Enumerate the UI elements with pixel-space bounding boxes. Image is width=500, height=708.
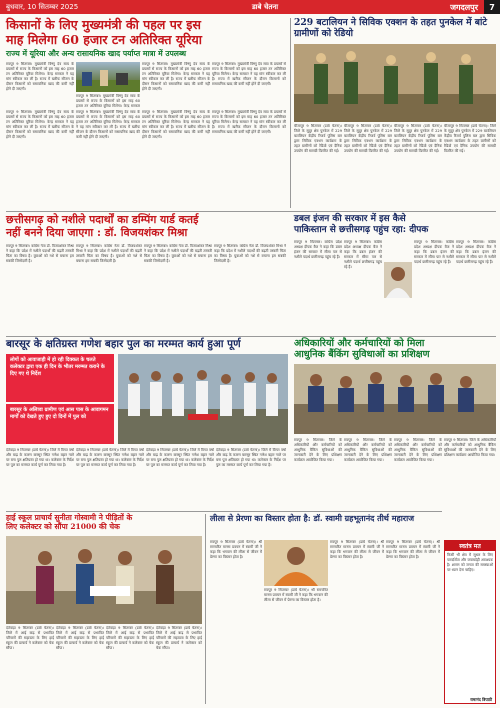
double-engine-body-col1: रायपुर 9 सितम्बर। कांग्रेस प्रदेश अध्यक्ष दीपक बैज ने कहा कि डबल इंजन की सरकार में सीमा पार से नशीले पदार्थ छत्तीसगढ़ पहुंच रहे हैं। — [294, 240, 342, 259]
dumping-body-col3: रायपुर 9 सितम्बर। कांग्रेस नेता डॉ. विजयशंकर मिश्रा ने कहा कि प्रदेश में नशीले पदार्थों की बढ़ती तस्करी चिंता का विषय है। युवाओं को नशे से बचाना हम सबकी जिम्मेदारी है। — [144, 244, 212, 263]
dumping-body-col2: रायपुर 9 सितम्बर। कांग्रेस नेता डॉ. विजयशंकर मिश्रा ने कहा कि प्रदेश में नशीले पदार्थों की बढ़ती तस्करी चिंता का विषय है। युवाओं को नशे से बचाना हम सबकी जिम्मेदारी है। — [76, 244, 142, 263]
double-engine-body-col3: रायपुर 9 सितम्बर। कांग्रेस प्रदेश अध्यक्ष दीपक बैज ने कहा कि डबल इंजन की सरकार में सीमा पार से नशीले पदार्थ छत्तीसगढ़ पहुंच रहे हैं। — [414, 240, 454, 264]
dumping-body-col1: रायपुर 9 सितम्बर। कांग्रेस नेता डॉ. विजयशंकर मिश्रा ने कहा कि प्रदेश में नशीले पदार्थों की बढ़ती तस्करी चिंता का विषय है। युवाओं को नशे से बचाना हम सबकी जिम्मेदारी है। — [6, 244, 74, 263]
swami-photo — [264, 540, 328, 586]
horizontal-divider-2 — [6, 336, 496, 337]
kisan-field-photo — [76, 62, 140, 92]
leela-body-col1: रायपुर 9 सितम्बर (डाबे चेतना)। श्री रामचरित मानस प्रवचन में स्वामी जी ने कहा कि भगवान की लीला से जीवन में प्रेरणा का विस्तार होता है। — [210, 540, 262, 559]
officers-headline-line1: अधिकारियों और कर्मचारियों को मिला — [294, 338, 425, 349]
teacher-body-col2: दंतेवाड़ा 9 सितम्बर (डाबे चेतना)। जिले में आई बाढ़ से प्रभावित परिवारों की सहायता के लिए हाई स्कूल की प्राचार्य ने कलेक्टर को चेक सौंपा। — [56, 626, 104, 650]
officers-training-photo — [294, 364, 496, 434]
teacher-headline — [6, 514, 202, 532]
batalion-headline: 229 बटालियन ने सिविक एक्शन के तहत पुनकेल में बांटे ग्रामीणों को रेडियो — [294, 17, 488, 39]
bridge-quote-1: लोगों को आवाजाही में हो रही दिक्कत के चलते कलेक्टर द्वारा एक ही दिन के भीतर मरम्मत कराने के दिए गए थे निर्देश — [6, 354, 114, 402]
page-number: 7 — [484, 0, 500, 14]
kisan-body-col1: रायपुर 9 सितम्बर। मुख्यमंत्री विष्णु देव साय के प्रयासों से राज्य के किसानों को इस माह 60 हजार टन अतिरिक्त यूरिया मिलेगा। केन्द्र सरकार ने यह मांग स्वीकार कर ली है। राज्य में खरीफ सीजन के दौरान किसानों को रासायनिक खाद की कमी नहीं होने दी जाएगी। — [6, 62, 74, 91]
kisan-headline — [6, 18, 288, 48]
dumping-body-col4: रायपुर 9 सितम्बर। कांग्रेस नेता डॉ. विजयशंकर मिश्रा ने कहा कि प्रदेश में नशीले पदार्थों की बढ़ती तस्करी चिंता का विषय है। युवाओं को नशे से बचाना हम सबकी जिम्मेदारी है। — [214, 244, 286, 263]
teacher-cheque-photo — [6, 536, 202, 624]
column-divider-2 — [205, 514, 206, 704]
bridge-body-col4: दंतेवाड़ा 9 सितम्बर (डाबे चेतना)। जिले में विगत वर्षा और बाढ़ के कारण बारसूर स्थित गणेश बहार नाले पर बना पुल क्षतिग्रस्त हो गया था। कलेक्टर के निर्देश पर पुल का मरम्मत कार्य पूर्ण कर लिया गया है। — [216, 448, 286, 467]
double-engine-headline-line2: पाकिस्तान से छत्तीसगढ़ पहुंच रहा: दीपक — [294, 224, 429, 235]
bridge-headline: बारसूर के क्षतिग्रस्त गणेश बहार पुल का मरम्मत कार्य हुआ पूर्ण — [6, 338, 241, 350]
batalion-photo — [294, 44, 496, 122]
horizontal-divider-3 — [6, 511, 442, 512]
masthead-bar — [0, 0, 500, 14]
dumping-headline-line1: छत्तीसगढ़ को नशीले पदार्थों का डम्पिंग यार्ड कतई — [6, 213, 199, 226]
kisan-headline-line2: माह मिलेगा 60 हजार टन अतिरिक्त यूरिया — [6, 31, 202, 47]
date-line: बुधवार, 10 सितम्बर 2025 — [6, 2, 79, 11]
dumping-headline-line2: नहीं बनने दिया जाएगा : डॉ. विजयशंकर मिश्रा — [6, 225, 188, 239]
sidebar-title: स्वतंत्र मत — [445, 541, 495, 551]
bridge-body-col2: दंतेवाड़ा 9 सितम्बर (डाबे चेतना)। जिले में विगत वर्षा और बाढ़ के कारण बारसूर स्थित गणेश बहार नाले पर बना पुल क्षतिग्रस्त हो गया था। कलेक्टर के निर्देश पर पुल का मरम्मत कार्य पूर्ण कर लिया गया है। — [76, 448, 144, 467]
leela-body-col4: रायपुर 9 सितम्बर (डाबे चेतना)। श्री रामचरित मानस प्रवचन में स्वामी जी ने कहा कि भगवान की लीला से जीवन में प्रेरणा का विस्तार होता है। — [386, 540, 440, 559]
bridge-quote-2: बारसूर के अलिावा ग्रामीण एवं आस पास के आवागमन मार्गों को देखते हुए हुए दो दिनों में पुल को — [6, 404, 114, 444]
officers-body-col3: रायपुर 9 सितम्बर। जिले के अधिकारियों और कर्मचारियों को आधुनिक बैंकिंग सुविधाओं की जानकारी देने के लिए प्रशिक्षण कार्यक्रम आयोजित किया गया। — [394, 438, 442, 462]
kisan-body-col3: रायपुर 9 सितम्बर। मुख्यमंत्री विष्णु देव साय के प्रयासों से राज्य के किसानों को इस माह 60 हजार टन अतिरिक्त यूरिया मिलेगा। केन्द्र सरकार ने यह मांग स्वीकार कर ली है। राज्य में खरीफ सीजन के दौरान किसानों को रासायनिक खाद की कमी नहीं होने दी जाएगी। — [142, 62, 210, 91]
batalion-body-col4: बीजापुर 9 सितम्बर (डाबे चेतना)। जिले के सुदूर क्षेत्र पुनकेल में 229 बटालियन केंद्रीय रिजर्व पुलिस बल द्वारा सिविक एक्शन कार्यक्रम के तहत ग्रामीणों को रेडियो एवं दैनिक उपयोग की सामग्री वितरित की गई। — [444, 124, 496, 153]
officers-headline-line2: आधुनिक बैंकिंग सुविधाओं का प्रशिक्षण — [294, 349, 430, 361]
double-engine-headline-line1: डबल इंजन की सरकार में इस कैसे — [294, 214, 406, 224]
leela-body-col2: रायपुर 9 सितम्बर (डाबे चेतना)। श्री रामचरित मानस प्रवचन में स्वामी जी ने कहा कि भगवान की लीला से जीवन में प्रेरणा का विस्तार होता है। — [264, 588, 328, 602]
teacher-body-col4: दंतेवाड़ा 9 सितम्बर (डाबे चेतना)। जिले में आई बाढ़ से प्रभावित परिवारों की सहायता के लिए हाई स्कूल की प्राचार्य ने कलेक्टर को चेक सौंपा। — [156, 626, 202, 650]
city-name: जगदलपुर — [450, 2, 478, 12]
bridge-body-col1: दंतेवाड़ा 9 सितम्बर (डाबे चेतना)। जिले में विगत वर्षा और बाढ़ के कारण बारसूर स्थित गणेश बहार नाले पर बना पुल क्षतिग्रस्त हो गया था। कलेक्टर के निर्देश पर पुल का मरम्मत कार्य पूर्ण कर लिया गया है। — [6, 448, 74, 467]
kisan-cont-col2: रायपुर 9 सितम्बर। मुख्यमंत्री विष्णु देव साय के प्रयासों से राज्य के किसानों को इस माह 60 हजार टन अतिरिक्त यूरिया मिलेगा। केन्द्र सरकार ने यह मांग स्वीकार कर ली है। राज्य में खरीफ सीजन के दौरान किसानों को रासायनिक खाद की कमी नहीं होने दी जाएगी। — [76, 110, 140, 139]
kisan-cont-col3: रायपुर 9 सितम्बर। मुख्यमंत्री विष्णु देव साय के प्रयासों से राज्य के किसानों को इस माह 60 हजार टन अतिरिक्त यूरिया मिलेगा। केन्द्र सरकार ने यह मांग स्वीकार कर ली है। राज्य में खरीफ सीजन के दौरान किसानों को रासायनिक खाद की कमी नहीं होने दी जाएगी। — [142, 110, 210, 139]
kisan-cont-col4: रायपुर 9 सितम्बर। मुख्यमंत्री विष्णु देव साय के प्रयासों से राज्य के किसानों को इस माह 60 हजार टन अतिरिक्त यूरिया मिलेगा। केन्द्र सरकार ने यह मांग स्वीकार कर ली है। राज्य में खरीफ सीजन के दौरान किसानों को रासायनिक खाद की कमी नहीं होने दी जाएगी। — [212, 110, 286, 134]
teacher-headline-line1: हाई स्कूल प्राचार्य सुनीता गोस्वामी ने पीड़ितों के — [6, 513, 133, 522]
dumping-headline — [6, 214, 288, 239]
kisan-body-col2: रायपुर 9 सितम्बर। मुख्यमंत्री विष्णु देव साय के प्रयासों से राज्य के किसानों को इस माह 60 हजार टन अतिरिक्त यूरिया मिलेगा। केन्द्र सरकार — [76, 94, 140, 108]
kisan-subhead: राज्य में यूरिया और अन्य रासायनिक खाद पर्याप्त मात्रा में उपलब्ध — [6, 49, 187, 58]
officers-body-col2: रायपुर 9 सितम्बर। जिले के अधिकारियों और कर्मचारियों को आधुनिक बैंकिंग सुविधाओं की जानकारी देने के लिए प्रशिक्षण कार्यक्रम आयोजित किया गया। — [344, 438, 392, 462]
kisan-body-col4: रायपुर 9 सितम्बर। मुख्यमंत्री विष्णु देव साय के प्रयासों से राज्य के किसानों को इस माह 60 हजार टन अतिरिक्त यूरिया मिलेगा। केन्द्र सरकार ने यह मांग स्वीकार कर ली है। राज्य में खरीफ सीजन के दौरान किसानों को रासायनिक खाद की कमी नहीं होने दी जाएगी। — [212, 62, 286, 86]
horizontal-divider — [6, 211, 496, 212]
sidebar-author: रामानंद त्रिपाठी — [470, 697, 492, 702]
sidebar-box — [444, 540, 496, 704]
bridge-body-col3: दंतेवाड़ा 9 सितम्बर (डाबे चेतना)। जिले में विगत वर्षा और बाढ़ के कारण बारसूर स्थित गणेश बहार नाले पर बना पुल क्षतिग्रस्त हो गया था। कलेक्टर के निर्देश पर पुल का मरम्मत कार्य पूर्ण कर लिया गया है। — [146, 448, 214, 467]
batalion-body-col3: बीजापुर 9 सितम्बर (डाबे चेतना)। जिले के सुदूर क्षेत्र पुनकेल में 229 बटालियन केंद्रीय रिजर्व पुलिस बल द्वारा सिविक एक्शन कार्यक्रम के तहत ग्रामीणों को रेडियो एवं दैनिक उपयोग की सामग्री वितरित की गई। — [394, 124, 442, 153]
officers-headline — [294, 338, 496, 361]
officers-body-col1: रायपुर 9 सितम्बर। जिले के अधिकारियों और कर्मचारियों को आधुनिक बैंकिंग सुविधाओं की जानकारी देने के लिए प्रशिक्षण कार्यक्रम आयोजित किया गया। — [294, 438, 342, 462]
paper-name: डाबे चेतना — [251, 2, 279, 11]
batalion-body-col1: बीजापुर 9 सितम्बर (डाबे चेतना)। जिले के सुदूर क्षेत्र पुनकेल में 229 बटालियन केंद्रीय रिजर्व पुलिस बल द्वारा सिविक एक्शन कार्यक्रम के तहत ग्रामीणों को रेडियो एवं दैनिक उपयोग की सामग्री वितरित की गई। — [294, 124, 342, 153]
double-engine-headline — [294, 214, 496, 235]
sidebar-body: किसी भी क्षेत्र में सुधार के लिए पारदर्शिता और जवाबदेही आवश्यक है। शासन को जनता की समस्याओं पर ध्यान देना चाहिए। — [447, 553, 493, 572]
leela-headline: लीला से प्रेरणा का विस्तार होता है: डॉ. स्वामी ग्रहभूतानंद तीर्थ महाराज — [210, 513, 415, 523]
bridge-event-photo — [118, 354, 288, 444]
teacher-body-col1: दंतेवाड़ा 9 सितम्बर (डाबे चेतना)। जिले में आई बाढ़ से प्रभावित परिवारों की सहायता के लिए हाई स्कूल की प्राचार्य ने कलेक्टर को चेक सौंपा। — [6, 626, 54, 650]
column-divider — [290, 18, 291, 208]
teacher-headline-line2: लिए कलेक्टर को सौंपा 21000 की चेक — [6, 521, 120, 531]
kisan-cont-col1: रायपुर 9 सितम्बर। मुख्यमंत्री विष्णु देव साय के प्रयासों से राज्य के किसानों को इस माह 60 हजार टन अतिरिक्त यूरिया मिलेगा। केन्द्र सरकार ने यह मांग स्वीकार कर ली है। राज्य में खरीफ सीजन के दौरान किसानों को रासायनिक खाद की कमी नहीं होने दी जाएगी। — [6, 110, 74, 139]
leela-body-col3: रायपुर 9 सितम्बर (डाबे चेतना)। श्री रामचरित मानस प्रवचन में स्वामी जी ने कहा कि भगवान की लीला से जीवन में प्रेरणा का विस्तार होता है। — [330, 540, 384, 559]
deepak-portrait — [384, 262, 412, 298]
double-engine-body-col2: रायपुर 9 सितम्बर। कांग्रेस प्रदेश अध्यक्ष दीपक बैज ने कहा कि डबल इंजन की सरकार में सीमा पार से नशीले पदार्थ छत्तीसगढ़ पहुंच रहे हैं। — [344, 240, 382, 269]
batalion-body-col2: बीजापुर 9 सितम्बर (डाबे चेतना)। जिले के सुदूर क्षेत्र पुनकेल में 229 बटालियन केंद्रीय रिजर्व पुलिस बल द्वारा सिविक एक्शन कार्यक्रम के तहत ग्रामीणों को रेडियो एवं दैनिक उपयोग की सामग्री वितरित की गई। — [344, 124, 392, 153]
officers-body-col4: रायपुर 9 सितम्बर। जिले के अधिकारियों और कर्मचारियों को आधुनिक बैंकिंग सुविधाओं की जानकारी देने के लिए प्रशिक्षण कार्यक्रम आयोजित किया गया। — [444, 438, 496, 457]
teacher-body-col3: दंतेवाड़ा 9 सितम्बर (डाबे चेतना)। जिले में आई बाढ़ से प्रभावित परिवारों की सहायता के लिए हाई स्कूल की प्राचार्य ने कलेक्टर को चेक सौंपा। — [106, 626, 154, 650]
double-engine-body-col4: रायपुर 9 सितम्बर। कांग्रेस प्रदेश अध्यक्ष दीपक बैज ने कहा कि डबल इंजन की सरकार में सीमा पार से नशीले पदार्थ छत्तीसगढ़ पहुंच रहे हैं। — [456, 240, 496, 264]
kisan-headline-line1: किसानों के लिए मुख्यमंत्री की पहल पर इस — [6, 17, 201, 32]
